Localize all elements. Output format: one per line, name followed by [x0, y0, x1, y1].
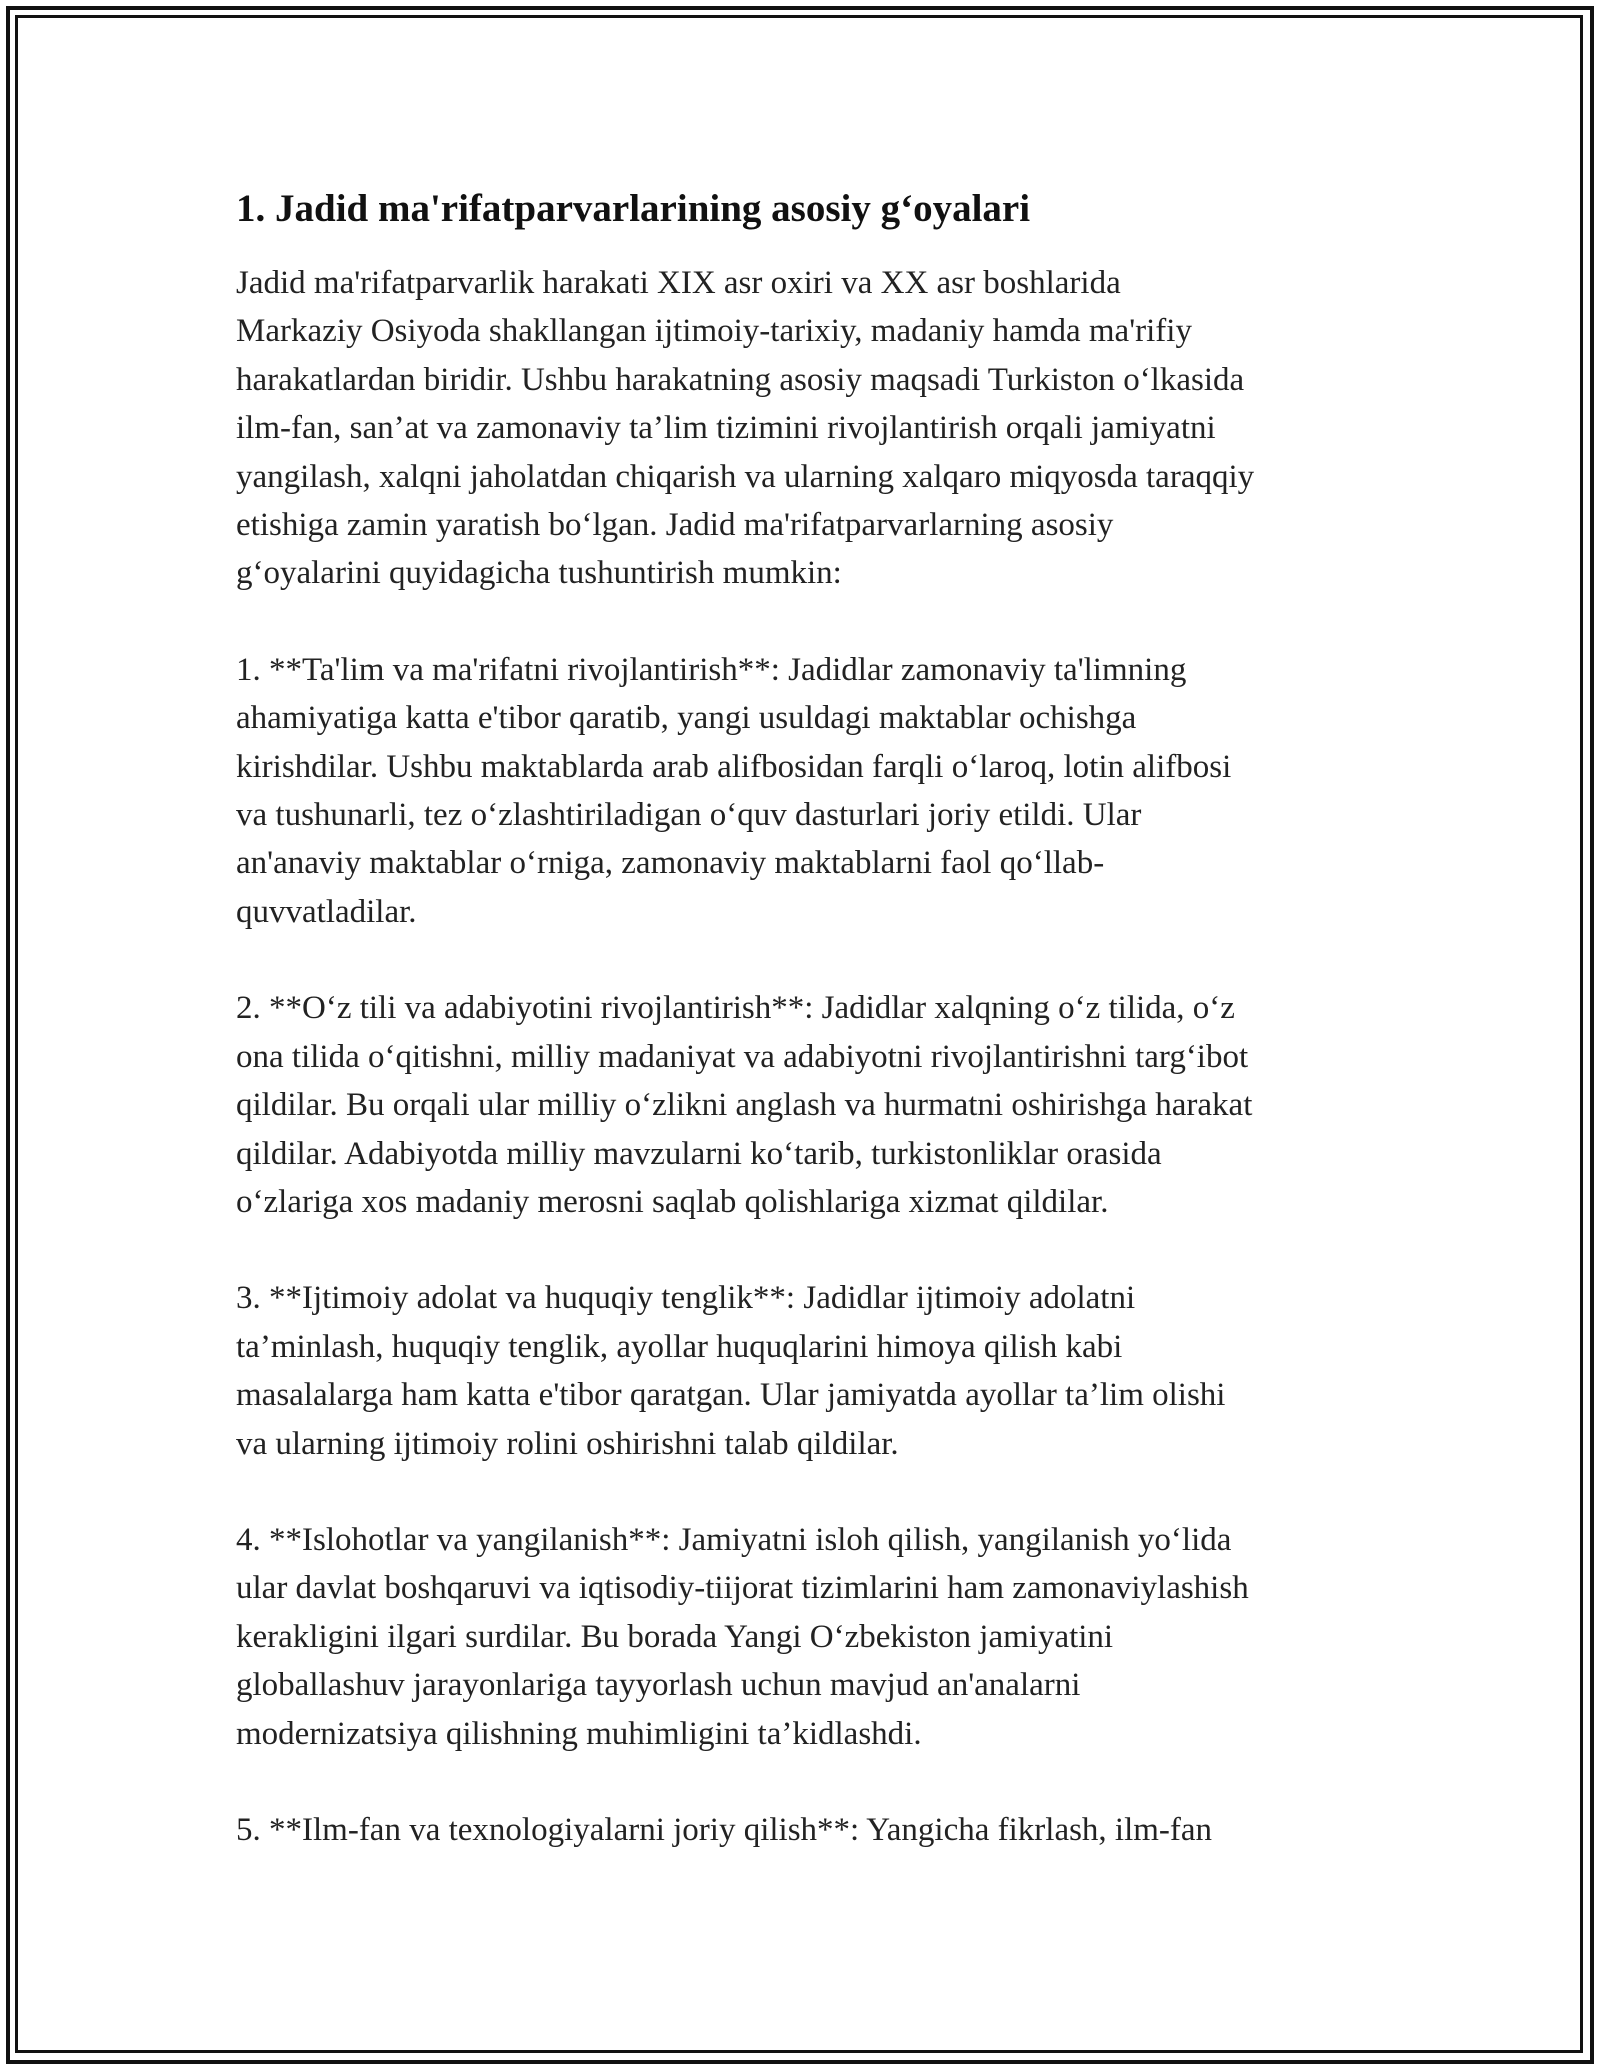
- text-line: an'anaviy maktablar o‘rniga, zamonaviy maktablarni faol qo‘llab-: [236, 845, 1105, 882]
- text-line: yangilash, xalqni jaholatdan chiqarish va ularning xalqaro miqyosda taraqqiy: [236, 458, 1255, 495]
- text-line: ta’minlash, huquqiy tenglik, ayollar huquqlarini himoya qilish kabi: [236, 1328, 1123, 1365]
- document-page: [236, 183, 1386, 1902]
- text-line: modernizatsiya qilishning muhimligini ta’kidlashdi.: [236, 1715, 922, 1752]
- text-line: 5. **Ilm-fan va texnologiyalarni joriy qilish**: Yangicha fikrlash, ilm-fan: [236, 1811, 1213, 1848]
- text-line: qildilar. Adabiyotda milliy mavzularni ko‘tarib, turkistonliklar orasida: [236, 1135, 1162, 1172]
- text-line: ular davlat boshqaruvi va iqtisodiy-tiijorat tizimlarini ham zamonaviylashish: [236, 1570, 1249, 1607]
- text-line: g‘oyalarini quyidagicha tushuntirish mumkin:: [236, 555, 842, 592]
- text-line: kerakligini ilgari surdilar. Bu borada Yangi O‘zbekiston jamiyatini: [236, 1618, 1114, 1655]
- body-paragraph: [236, 1274, 1386, 1468]
- document-body: [236, 259, 1386, 1854]
- text-line: va tushunarli, tez o‘zlashtiriladigan o‘quv dasturlari joriy etildi. Ular: [236, 797, 1142, 834]
- body-paragraph: [236, 259, 1386, 598]
- body-paragraph: [236, 1516, 1386, 1758]
- text-line: ilm-fan, san’at va zamonaviy ta’lim tizimini rivojlantirish orqali jamiyatni: [236, 410, 1216, 447]
- text-line: ona tilida o‘qitishni, milliy madaniyat va adabiyotni rivojlantirishni targ‘ibot: [236, 1038, 1249, 1075]
- text-line: 2. **O‘z tili va adabiyotini rivojlantirish**: Jadidlar xalqning o‘z tilida, o‘z: [236, 990, 1235, 1027]
- text-line: Markaziy Osiyoda shakllangan ijtimoiy-tarixiy, madaniy hamda ma'rifiy: [236, 313, 1192, 350]
- text-line: qildilar. Bu orqali ular milliy o‘zlikni anglash va hurmatni oshirishga harakat: [236, 1087, 1253, 1124]
- text-line: ahamiyatiga katta e'tibor qaratib, yangi usuldagi maktablar ochishga: [236, 700, 1137, 737]
- body-paragraph: [236, 984, 1386, 1226]
- text-line: kirishdilar. Ushbu maktablarda arab alifbosidan farqli o‘laroq, lotin alifbosi: [236, 748, 1232, 785]
- document-title: 1. Jadid ma'rifatparvarlarining asosiy g‘oyalari: [236, 187, 1031, 230]
- body-paragraph: [236, 1806, 1386, 1854]
- text-line: etishiga zamin yaratish bo‘lgan. Jadid ma'rifatparvarlarning asosiy: [236, 507, 1114, 544]
- text-line: 4. **Islohotlar va yangilanish**: Jamiyatni isloh qilish, yangilanish yo‘lida: [236, 1521, 1232, 1558]
- text-line: quvvatladilar.: [236, 893, 417, 930]
- text-line: 1. **Ta'lim va ma'rifatni rivojlantirish**: Jadidlar zamonaviy ta'limning: [236, 651, 1187, 688]
- text-line: masalalarga ham katta e'tibor qaratgan. Ular jamiyatda ayollar ta’lim olishi: [236, 1377, 1226, 1414]
- text-line: harakatlardan biridir. Ushbu harakatning asosiy maqsadi Turkiston o‘lkasida: [236, 361, 1245, 398]
- text-line: o‘zlariga xos madaniy merosni saqlab qolishlariga xizmat qildilar.: [236, 1183, 1109, 1220]
- text-line: globallashuv jarayonlariga tayyorlash uchun mavjud an'analarni: [236, 1667, 1081, 1704]
- text-line: Jadid ma'rifatparvarlik harakati XIX asr oxiri va XX asr boshlarida: [236, 265, 1121, 301]
- text-line: va ularning ijtimoiy rolini oshirishni talab qildilar.: [236, 1425, 899, 1462]
- body-paragraph: [236, 646, 1386, 936]
- text-line: 3. **Ijtimoiy adolat va huquqiy tenglik**: Jadidlar ijtimoiy adolatni: [236, 1280, 1136, 1317]
